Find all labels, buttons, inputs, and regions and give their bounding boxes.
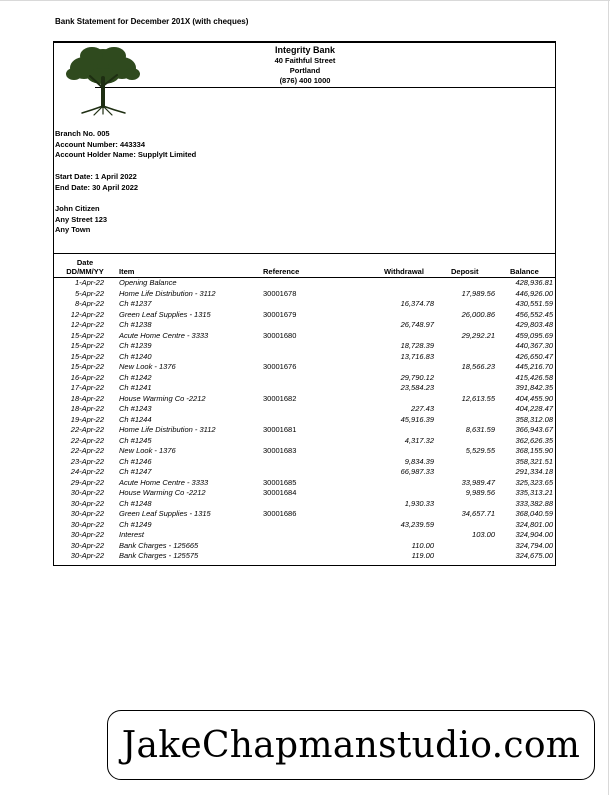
- row-withdrawal: 9,834.39: [404, 456, 434, 466]
- row-balance: 325,323.65: [515, 477, 553, 487]
- row-date: 30-Apr-22: [70, 519, 104, 529]
- address-name: John Citizen: [55, 204, 100, 213]
- row-withdrawal: 119.00: [411, 551, 434, 560]
- row-reference: 30001680: [263, 330, 297, 340]
- row-balance: 430,551.59: [515, 299, 553, 308]
- table-row: [53, 341, 556, 352]
- row-reference: 30001676: [263, 362, 297, 371]
- row-deposit: 5,529.55: [465, 446, 495, 455]
- row-item: New Look - 1376: [119, 362, 176, 371]
- row-balance: 429,803.48: [515, 320, 553, 329]
- row-withdrawal: 13,716.83: [400, 351, 434, 361]
- divider: [53, 41, 556, 43]
- row-item: Home Life Distribution - 3112: [119, 288, 216, 298]
- row-balance: 445,216.70: [515, 362, 553, 371]
- row-reference: 30001679: [263, 309, 297, 319]
- table-row: [53, 373, 556, 384]
- table-row: [53, 499, 556, 510]
- table-row: [53, 425, 556, 436]
- row-date: 30-Apr-22: [70, 530, 104, 539]
- table-row: [53, 299, 556, 310]
- row-balance: 324,801.00: [515, 519, 553, 529]
- column-header-deposit: Deposit: [451, 267, 479, 276]
- account-details: [55, 129, 196, 161]
- row-deposit: 12,613.55: [461, 393, 495, 403]
- statement-title: Bank Statement for December 201X (with cheques): [55, 17, 249, 26]
- row-item: Ch #1243: [119, 404, 152, 413]
- address-town: Any Town: [55, 225, 91, 234]
- row-balance: 324,904.00: [515, 530, 553, 539]
- row-withdrawal: 23,584.23: [400, 383, 434, 392]
- table-row: [53, 457, 556, 468]
- row-item: Interest: [119, 530, 145, 539]
- divider: [95, 87, 556, 88]
- row-deposit: 8,631.59: [465, 425, 495, 434]
- page-edge: [0, 0, 610, 1]
- row-deposit: 33,989.47: [461, 477, 495, 487]
- row-balance: 324,794.00: [515, 540, 553, 550]
- row-item: New Look - 1376: [119, 446, 176, 455]
- mailing-address: [55, 204, 107, 236]
- account-number: Account Number: 443334: [55, 139, 146, 149]
- table-row: [53, 520, 556, 531]
- row-date: 30-Apr-22: [70, 551, 104, 560]
- row-withdrawal: 18,728.39: [400, 341, 434, 350]
- table-row: [53, 404, 556, 415]
- row-item: House Warming Co -2212: [119, 488, 206, 497]
- row-item: Ch #1245: [119, 435, 152, 445]
- row-date: 18-Apr-22: [70, 404, 104, 413]
- row-date: 18-Apr-22: [70, 393, 104, 403]
- table-row: [53, 331, 556, 342]
- row-balance: 415,426.58: [515, 372, 553, 382]
- row-balance: 366,943.67: [515, 425, 553, 434]
- column-header-date: [60, 258, 110, 276]
- table-row: [53, 310, 556, 321]
- row-date: 15-Apr-22: [70, 362, 104, 371]
- bank-details: [205, 45, 405, 86]
- row-withdrawal: 45,916.39: [400, 414, 434, 424]
- row-balance: 456,552.45: [515, 309, 553, 319]
- row-item: Home Life Distribution - 3112: [119, 425, 216, 434]
- row-deposit: 9,989.56: [465, 488, 495, 497]
- table-row: [53, 488, 556, 499]
- row-reference: 30001683: [263, 446, 297, 455]
- row-date: 12-Apr-22: [70, 309, 104, 319]
- column-header-date-format: DD/MM/YY: [66, 267, 104, 276]
- row-withdrawal: 1,930.33: [404, 498, 434, 508]
- column-header-date-label: Date: [76, 258, 94, 267]
- row-balance: 404,228.47: [515, 404, 553, 413]
- row-item: Bank Charges - 125575: [119, 551, 199, 560]
- table-row: [53, 394, 556, 405]
- row-date: 15-Apr-22: [70, 351, 104, 361]
- row-date: 30-Apr-22: [70, 498, 104, 508]
- row-balance: 426,650.47: [515, 351, 553, 361]
- start-date: Start Date: 1 April 2022: [55, 172, 137, 181]
- row-balance: 324,675.00: [515, 551, 553, 560]
- table-row: [53, 415, 556, 426]
- branch-number: Branch No. 005: [55, 129, 110, 138]
- row-balance: 368,155.90: [515, 446, 553, 455]
- table-row: [53, 478, 556, 489]
- row-date: 15-Apr-22: [70, 341, 104, 350]
- row-deposit: 26,000.86: [461, 309, 495, 319]
- tree-logo-icon: [62, 44, 144, 116]
- row-date: 22-Apr-22: [70, 446, 104, 455]
- row-date: 30-Apr-22: [70, 540, 104, 550]
- row-date: 22-Apr-22: [70, 435, 104, 445]
- row-withdrawal: 29,790.12: [400, 372, 434, 382]
- row-withdrawal: 16,374.78: [400, 299, 434, 308]
- row-item: Ch #1247: [119, 467, 152, 476]
- table-row: [53, 446, 556, 457]
- row-balance: 362,626.35: [515, 435, 553, 445]
- column-header-balance: Balance: [510, 267, 539, 276]
- row-balance: 428,936.81: [515, 278, 553, 287]
- row-item: Ch #1237: [119, 299, 152, 308]
- table-row: [53, 383, 556, 394]
- table-row: [53, 509, 556, 520]
- row-reference: 30001681: [263, 425, 297, 434]
- row-date: 24-Apr-22: [70, 467, 104, 476]
- address-street: Any Street 123: [55, 214, 108, 224]
- row-balance: 459,095.69: [515, 330, 553, 340]
- table-row: [53, 541, 556, 552]
- row-item: Ch #1244: [119, 414, 152, 424]
- table-row: [53, 551, 556, 562]
- row-date: 1-Apr-22: [74, 278, 104, 287]
- table-row: [53, 530, 556, 541]
- bank-name: Integrity Bank: [274, 45, 335, 55]
- row-balance: 368,040.59: [515, 509, 553, 518]
- table-row: [53, 362, 556, 373]
- row-date: 30-Apr-22: [70, 488, 104, 497]
- row-reference: 30001684: [263, 488, 297, 497]
- row-item: Ch #1242: [119, 372, 152, 382]
- row-balance: 335,313.21: [515, 488, 553, 497]
- watermark-banner: [107, 710, 595, 780]
- row-balance: 333,382.88: [515, 498, 553, 508]
- row-balance: 358,312.08: [515, 414, 553, 424]
- row-item: Ch #1239: [119, 341, 152, 350]
- row-balance: 404,455.90: [515, 393, 553, 403]
- row-withdrawal: 43,239.59: [400, 519, 434, 529]
- row-balance: 440,367.30: [515, 341, 553, 350]
- row-balance: 391,842.35: [515, 383, 553, 392]
- row-item: Ch #1246: [119, 456, 152, 466]
- row-deposit: 34,657.71: [461, 509, 495, 518]
- column-header-item: Item: [119, 267, 135, 276]
- row-reference: 30001685: [263, 477, 297, 487]
- row-date: 5-Apr-22: [74, 288, 104, 298]
- row-item: Ch #1249: [119, 519, 152, 529]
- row-item: Ch #1248: [119, 498, 152, 508]
- bank-street: 40 Faithful Street: [274, 56, 336, 65]
- table-row: [53, 352, 556, 363]
- row-date: 22-Apr-22: [70, 425, 104, 434]
- table-row: [53, 278, 556, 289]
- row-item: Green Leaf Supplies - 1315: [119, 509, 211, 518]
- table-row: [53, 289, 556, 300]
- row-date: 16-Apr-22: [70, 372, 104, 382]
- row-item: Opening Balance: [119, 278, 177, 287]
- row-date: 12-Apr-22: [70, 320, 104, 329]
- column-header-reference: Reference: [263, 267, 300, 276]
- row-date: 8-Apr-22: [74, 299, 104, 308]
- row-deposit: 18,566.23: [461, 362, 495, 371]
- row-withdrawal: 227.43: [411, 404, 434, 413]
- row-reference: 30001678: [263, 288, 297, 298]
- column-header-withdrawal: Withdrawal: [384, 267, 424, 276]
- row-deposit: 103.00: [472, 530, 495, 539]
- row-date: 17-Apr-22: [70, 383, 104, 392]
- watermark-text: JakeChapmanstudio.com: [121, 724, 581, 766]
- statement-period: [55, 172, 138, 193]
- row-date: 30-Apr-22: [70, 509, 104, 518]
- transactions-table: [53, 278, 556, 562]
- row-withdrawal: 110.00: [411, 540, 434, 550]
- row-reference: 30001682: [263, 393, 297, 403]
- row-date: 29-Apr-22: [70, 477, 104, 487]
- row-withdrawal: 66,987.33: [400, 467, 434, 476]
- row-balance: 446,926.00: [515, 288, 553, 298]
- row-date: 15-Apr-22: [70, 330, 104, 340]
- row-date: 23-Apr-22: [70, 456, 104, 466]
- end-date: End Date: 30 April 2022: [55, 182, 139, 192]
- row-date: 19-Apr-22: [70, 414, 104, 424]
- row-deposit: 17,989.56: [461, 288, 495, 298]
- row-item: Acute Home Centre - 3333: [119, 477, 209, 487]
- row-reference: 30001686: [263, 509, 297, 518]
- divider: [53, 253, 556, 254]
- row-item: Ch #1240: [119, 351, 152, 361]
- row-item: Acute Home Centre - 3333: [119, 330, 209, 340]
- row-withdrawal: 26,748.97: [400, 320, 434, 329]
- row-item: Ch #1241: [119, 383, 152, 392]
- table-row: [53, 320, 556, 331]
- row-item: Bank Charges - 125665: [119, 540, 199, 550]
- page-edge: [608, 0, 609, 795]
- bank-city: Portland: [289, 66, 321, 75]
- bank-phone: (876) 400 1000: [279, 76, 331, 85]
- row-balance: 358,321.51: [515, 456, 553, 466]
- account-holder: Account Holder Name: SupplyIt Limited: [55, 150, 197, 159]
- row-withdrawal: 4,317.32: [404, 435, 434, 445]
- row-balance: 291,334.18: [515, 467, 553, 476]
- row-item: Green Leaf Supplies - 1315: [119, 309, 211, 319]
- table-row: [53, 467, 556, 478]
- row-deposit: 29,292.21: [461, 330, 495, 340]
- table-row: [53, 436, 556, 447]
- row-item: Ch #1238: [119, 320, 152, 329]
- row-item: House Warming Co -2212: [119, 393, 206, 403]
